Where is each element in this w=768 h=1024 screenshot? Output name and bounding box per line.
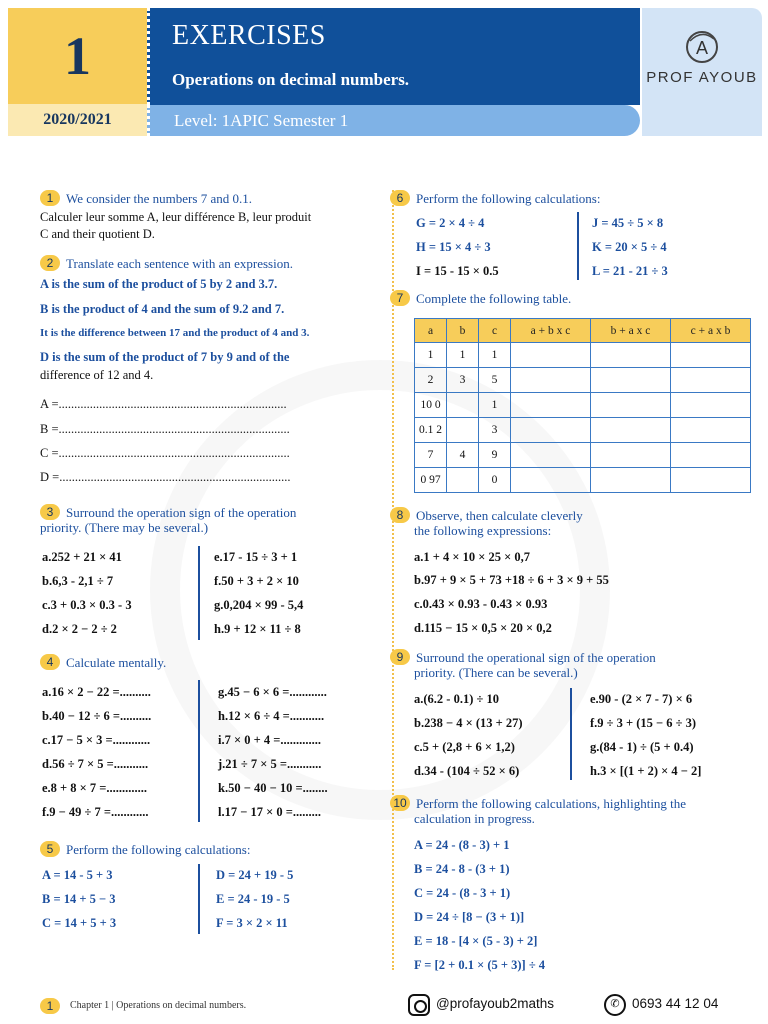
ex4-item-a: a.16 × 2 − 22 =.......... [42,685,151,699]
ex6-item-k: K = 20 × 5 ÷ 4 [592,240,667,254]
ex1-badge: 1 [40,190,60,206]
ex4-item-b: b.40 − 12 ÷ 6 =.......... [42,709,152,723]
ex4-badge: 4 [40,654,60,670]
school-year: 2020/2021 [8,104,147,136]
col-header-a: a [415,319,447,343]
ex2-badge: 2 [40,255,60,271]
table-cell: 1 [447,343,479,368]
ex1-heading: 1 We consider the numbers 7 and 0.1. [40,190,252,207]
ex8-item-b: b.97 + 9 × 5 + 73 +18 ÷ 6 + 3 × 9 + 55 [414,573,609,587]
table-cell-blank[interactable] [591,443,671,468]
table-cell: 0 [479,468,511,493]
col-header-c-plus-axb: c + a x b [671,319,751,343]
ex3-item-e: e.17 - 15 ÷ 3 + 1 [214,550,298,564]
table-cell: 0 97 [415,468,447,493]
table-cell: 10 0 [415,393,447,418]
ex10-heading: 10 Perform the following calculations, highlighting the [390,795,686,812]
col-header-b: b [447,319,479,343]
table-cell-blank[interactable] [511,343,591,368]
table-cell-blank[interactable] [671,443,751,468]
table-cell-blank[interactable] [511,468,591,493]
table-cell-blank[interactable] [591,343,671,368]
ex4-item-j: j.21 ÷ 7 × 5 =........... [218,757,322,771]
table-cell-blank[interactable] [671,368,751,393]
footer-chapter: Chapter 1 | Operations on decimal numbers. [70,1000,247,1011]
table-cell-blank[interactable] [511,443,591,468]
ex9-separator [570,688,572,780]
ex1-line2: C and their quotient D. [40,227,155,241]
table-cell [447,468,479,493]
ex10-item-f: F = [2 + 0.1 × (5 + 3)] ÷ 4 [414,958,546,972]
phone-number[interactable]: 0693 44 12 04 [632,996,719,1011]
table-row [415,343,751,368]
ex8-item-a: a.1 + 4 × 10 × 25 × 0,7 [414,550,530,564]
ex3-item-g: g.0,204 × 99 - 5,4 [214,598,304,612]
ex10-item-b: B = 24 - 8 - (3 + 1) [414,862,510,876]
ex3-heading: 3 Surround the operation sign of the operation [40,504,296,521]
ex4-item-h: h.12 × 6 ÷ 4 =........... [218,709,325,723]
ex4-item-k: k.50 − 40 − 10 =........ [218,781,328,795]
ex4-separator [198,680,200,822]
ex9-item-a: a.(6.2 - 0.1) ÷ 10 [414,692,499,706]
footer-page-number: 1 [40,998,66,1016]
table-cell-blank[interactable] [671,418,751,443]
whatsapp-icon: ✆ [604,994,626,1016]
ex3-item-d: d.2 × 2 − 2 ÷ 2 [42,622,117,636]
ex8-heading-2: the following expressions: [414,523,552,538]
table-cell: 7 [415,443,447,468]
table-cell [447,418,479,443]
ex4-item-e: e.8 + 8 × 7 =............. [42,781,148,795]
ex2-blank-d[interactable]: D =.......................................................................... [40,470,291,484]
table-cell: 0.1 2 [415,418,447,443]
ex9-item-c: c.5 + (2,8 + 6 × 1,2) [414,740,515,754]
ex7-badge: 7 [390,290,410,306]
ex4-heading: 4 Calculate mentally. [40,654,166,671]
ex2-sentence-d: D is the sum of the product of 7 by 9 and of the [40,350,290,364]
ex5-item-b: B = 14 + 5 − 3 [42,892,116,906]
table-cell: 1 [415,343,447,368]
table-cell: 5 [479,368,511,393]
col-header-b-plus-axc: b + a x c [591,319,671,343]
ex10-item-c: C = 24 - (8 - 3 + 1) [414,886,511,900]
ex4-item-i: i.7 × 0 + 4 =............. [218,733,321,747]
ex2-blank-b[interactable]: B =.......................................................................... [40,422,290,436]
ex6-heading: 6 Perform the following calculations: [390,190,600,207]
ex10-badge: 10 [390,795,410,811]
ex9-item-d: d.34 - (104 ÷ 52 × 6) [414,764,520,778]
ex3-item-f: f.50 + 3 + 2 × 10 [214,574,299,588]
ex4-item-d: d.56 ÷ 7 × 5 =........... [42,757,149,771]
ex4-item-f: f.9 − 49 ÷ 7 =............ [42,805,149,819]
table-cell-blank[interactable] [511,393,591,418]
table-row [415,468,751,493]
ex5-item-a: A = 14 - 5 + 3 [42,868,113,882]
logo-strip [642,105,762,136]
table-cell-blank[interactable] [591,368,671,393]
ex4-item-l: l.17 − 17 × 0 =......... [218,805,321,819]
table-row [415,393,751,418]
table-cell-blank[interactable] [671,468,751,493]
ex5-heading: 5 Perform the following calculations: [40,841,250,858]
ex3-item-b: b.6,3 - 2,1 ÷ 7 [42,574,114,588]
ex7-heading: 7 Complete the following table. [390,290,571,307]
col-header-c: c [479,319,511,343]
header-banner [147,8,640,105]
ex5-item-f: F = 3 × 2 × 11 [216,916,288,930]
instagram-icon [408,994,430,1016]
logo-a-icon [682,27,722,67]
ex9-heading-2: priority. (There can be several.) [414,665,578,680]
ex5-item-c: C = 14 + 5 + 3 [42,916,117,930]
ex4-item-g: g.45 − 6 × 6 =............ [218,685,327,699]
table-cell-blank[interactable] [511,368,591,393]
table-cell [447,393,479,418]
ex10-item-e: E = 18 - [4 × (5 - 3) + 2] [414,934,538,948]
ex3-item-h: h.9 + 12 × 11 ÷ 8 [214,622,301,636]
ex1-line1: Calculer leur somme A, leur différence B, leur produit [40,210,312,224]
level-label: Level: 1APIC Semester 1 [147,105,640,136]
ex6-item-h: H = 15 × 4 ÷ 3 [416,240,491,254]
ex8-item-c: c.0.43 × 0.93 - 0.43 × 0.93 [414,597,548,611]
ex6-item-l: L = 21 - 21 ÷ 3 [592,264,668,278]
ex5-item-d: D = 24 + 19 - 5 [216,868,294,882]
table-cell-blank[interactable] [591,393,671,418]
ex8-heading: 8 Observe, then calculate cleverly [390,507,583,524]
table-cell: 3 [479,418,511,443]
col-header-a-plus-bxc: a + b x c [511,319,591,343]
ex4-item-c: c.17 − 5 × 3 =............ [42,733,151,747]
ex2-heading: 2 Translate each sentence with an expression. [40,255,293,272]
ex3-heading-2: priority. (There may be several.) [40,520,209,535]
ex9-item-e: e.90 - (2 × 7 - 7) × 6 [590,692,693,706]
table-cell: 2 [415,368,447,393]
table-cell-blank[interactable] [591,418,671,443]
ex10-item-d: D = 24 ÷ [8 − (3 + 1)] [414,910,525,924]
ex2-blank-c[interactable]: C =.......................................................................... [40,446,290,460]
ex2-sentence-b: B is the product of 4 and the sum of 9.2 and 7. [40,302,285,316]
ex3-item-a: a.252 + 21 × 41 [42,550,122,564]
chapter-number: 1 [8,8,147,104]
ex9-item-h: h.3 × [(1 + 2) × 4 − 2] [590,764,702,778]
ex10-heading-2: calculation in progress. [414,811,535,826]
ex9-item-f: f.9 ÷ 3 + (15 − 6 ÷ 3) [590,716,697,730]
ex3-item-c: c.3 + 0.3 × 0.3 - 3 [42,598,132,612]
table-cell: 1 [479,393,511,418]
logo-name: PROF AYOUB [646,69,758,86]
ex5-badge: 5 [40,841,60,857]
ex9-heading: 9 Surround the operational sign of the operation [390,649,656,666]
ex2-sentence-d2: difference of 12 and 4. [40,368,154,382]
table-row [415,443,751,468]
author-logo [642,8,762,105]
ex5-item-e: E = 24 - 19 - 5 [216,892,290,906]
ex7-table [414,318,751,493]
ex8-badge: 8 [390,507,410,523]
table-cell-blank[interactable] [511,418,591,443]
ex2-sentence-c: It is the difference between 17 and the product of 4 and 3. [40,327,310,339]
ex3-separator [198,546,200,640]
table-cell-blank[interactable] [591,468,671,493]
ex6-item-j: J = 45 ÷ 5 × 8 [592,216,664,230]
ex9-item-b: b.238 − 4 × (13 + 27) [414,716,523,730]
ex6-separator [577,212,579,280]
page-subtitle: Operations on decimal numbers. [172,70,410,89]
table-cell: 1 [479,343,511,368]
table-cell: 4 [447,443,479,468]
instagram-handle[interactable]: @profayoub2maths [436,996,555,1011]
ex6-badge: 6 [390,190,410,206]
table-cell-blank[interactable] [671,343,751,368]
table-cell: 3 [447,368,479,393]
ex3-badge: 3 [40,504,60,520]
table-row [415,418,751,443]
ex10-item-a: A = 24 - (8 - 3) + 1 [414,838,510,852]
ex5-separator [198,864,200,934]
table-header-row [415,319,751,343]
ex2-blank-a[interactable]: A =......................................................................... [40,397,287,411]
ex8-item-d: d.115 − 15 × 0,5 × 20 × 0,2 [414,621,552,635]
page-title: EXERCISES [172,20,326,51]
ex6-item-g: G = 2 × 4 ÷ 4 [416,216,485,230]
column-divider [392,190,394,970]
table-cell-blank[interactable] [671,393,751,418]
ex2-sentence-a: A is the sum of the product of 5 by 2 and 3.7. [40,277,278,291]
table-cell: 9 [479,443,511,468]
ex9-badge: 9 [390,649,410,665]
table-row [415,368,751,393]
svg-text:A: A [695,38,709,58]
ex6-item-i: I = 15 - 15 × 0.5 [416,264,499,278]
ex9-item-g: g.(84 - 1) ÷ (5 + 0.4) [590,740,694,754]
